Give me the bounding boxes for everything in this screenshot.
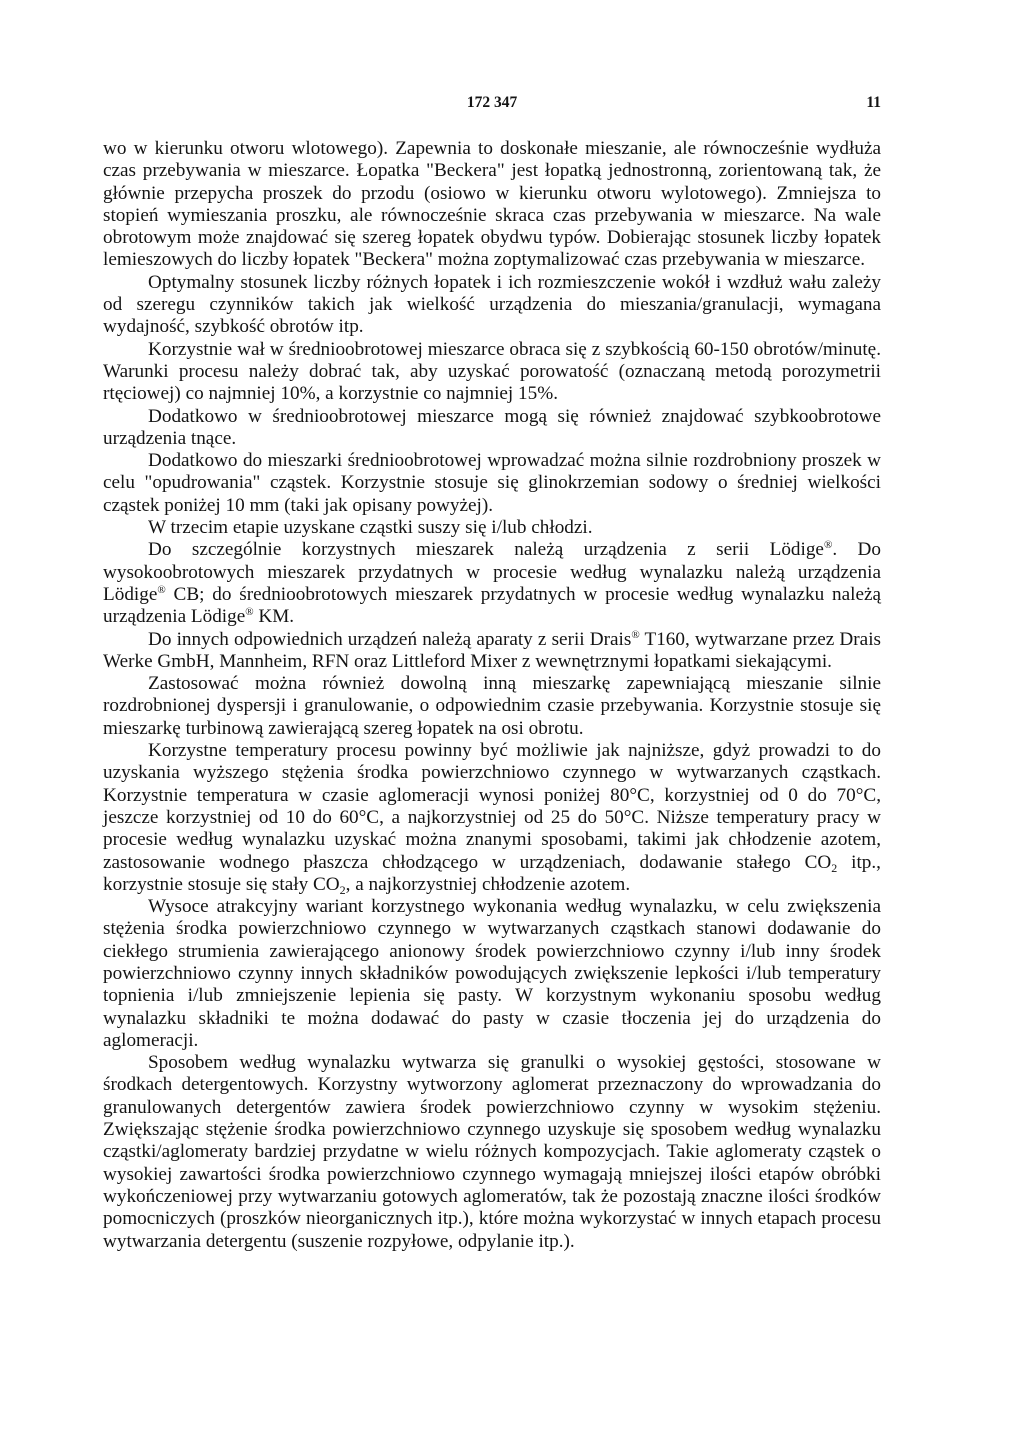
page-number: 11 <box>866 94 881 111</box>
paragraph: W trzecim etapie uzyskane cząstki suszy się i/lub chłodzi. <box>148 517 593 539</box>
paragraph: Do innych odpowiednich urządzeń należą aparaty z serii Drais® T160, wytwarzane przez Drais Werke GmbH, Mannheim, RFN oraz Littleford Mixer z wewnętrznymi łopatkami siekającymi. <box>103 628 881 672</box>
paragraph: Dodatkowo do mieszarki średnioobrotowej wprowadzać można silnie rozdrobniony proszek w celu "opudrowania" cząstek. Korzystnie stosuje się glinokrzemian sodowy o średniej wielkości cząstek poniżej 10 mm (taki jak opisany powyżej). <box>103 450 881 516</box>
paragraph: Wysoce atrakcyjny wariant korzystnego wykonania według wynalazku, w celu zwiększenia stężenia środka powierzchniowo czynnego w wytwarzanych cząstkach stanowi dodawanie do ciekłego strumienia zawierającego anionowy środek powierzchniowo czynny i/lub inny środek powierzchniowo czynny innych składników powodujących zwiększenie lepkości i/lub temperatury topnienia i/lub zmniejszenie lepienia się pasty. W korzystnym wykonaniu sposobu według wynalazku składniki te można dodawać do pasty w czasie tłoczenia jej do urządzenia do aglomeracji. <box>103 896 881 1051</box>
document-body <box>103 138 881 1253</box>
paragraph: wo w kierunku otworu wlotowego). Zapewnia to doskonałe mieszanie, ale równocześnie wydłuża czas przebywania w mieszarce. Łopatka "Beckera" jest łopatką jednostronną, zorientowaną tak, że głównie przepycha proszek do przodu (osiowo w kierunku otworu wylotowego). Zmniejsza to stopień wymieszania proszku, ale równocześnie skraca czas przebywania w mieszarce. Na wale obrotowym może znajdować się szereg łopatek obydwu typów. Dobierając stosunek liczby łopatek lemieszowych do liczby łopatek "Beckera" można zoptymalizować czas przebywania w mieszarce. <box>103 138 881 271</box>
paragraph: Do szczególnie korzystnych mieszarek należą urządzenia z serii Lödige®. Do wysokoobrotowych mieszarek przydatnych w procesie według wynalazku należą urządzenia Lödige® CB; do średnioobrotowych mieszarek przydatnych w procesie według wynalazku należą urządzenia Lödige® KM. <box>103 539 881 628</box>
document-number: 172 347 <box>466 94 518 111</box>
paragraph: Korzystne temperatury procesu powinny być możliwie jak najniższe, gdyż prowadzi to do uzyskania wyższego stężenia środka powierzchniowo czynnego w wytwarzanych cząstkach. Korzystnie temperatura w czasie aglomeracji wynosi poniżej 80°C, korzystniej od 0 do 70°C, jeszcze korzystniej od 10 do 60°C, a najkorzystniej od 25 do 50°C. Niższe temperatury pracy w procesie według wynalazku uzyskać można znanymi sposobami, takimi jak chłodzenie azotem, zastosowanie wodnego płaszcza chłodzącego w urządzeniach, dodawanie stałego $CO_2$ itp., korzystnie stosuje się stały $CO_2$, a najkorzystniej chłodzenie azotem. <box>103 740 881 897</box>
paragraph: Optymalny stosunek liczby różnych łopatek i ich rozmieszczenie wokół i wzdłuż wału zależy od szeregu czynników takich jak wielkość urządzenia do mieszania/granulacji, wymagana wydajność, szybkość obrotów itp. <box>103 271 881 338</box>
paragraph: Sposobem według wynalazku wytwarza się granulki o wysokiej gęstości, stosowane w środkach detergentowych. Korzystny wytworzony aglomerat przeznaczony do wprowadzania do granulowanych detergentów zawiera środek powierzchniowo czynny w wysokim stężeniu. Zwiększając stężenie środka powierzchniowo czynnego uzyskuje się sposobem według wynalazku cząstki/aglomeraty bardziej przydatne w wielu różnych kompozycjach. Takie aglomeraty cząstek o wysokiej zawartości środka powierzchniowo czynnego wymagają mniejszej ilości etapów obróbki wykończeniowej przy wytwarzaniu gotowych aglomeratów, tak że pozostają znaczne ilości środków pomocniczych (proszków nieorganicznych itp.), które można wykorzystać w innych etapach procesu wytwarzania detergentu (suszenie rozpyłowe, odpylanie itp.). <box>103 1052 881 1252</box>
paragraph: Zastosować można również dowolną inną mieszarkę zapewniającą mieszanie silnie rozdrobnionej dyspersji i granulowanie, o odpowiednim czasie przebywania. Korzystnie stosuje się mieszarkę turbinową zawierającą szereg łopatek na osi obrotu. <box>103 673 881 739</box>
paragraph: Dodatkowo w średnioobrotowej mieszarce mogą się również znajdować szybkoobrotowe urządzenia tnące. <box>103 405 881 449</box>
paragraph: Korzystnie wał w średnioobrotowej mieszarce obraca się z szybkością 60-150 obrotów/minutę. Warunki procesu należy dobrać tak, aby uzyskać porowatość (oznaczaną metodą porozymetrii rtęciowej) co najmniej 10%, a korzystnie co najmniej 15%. <box>103 338 881 405</box>
page-header <box>103 94 881 118</box>
